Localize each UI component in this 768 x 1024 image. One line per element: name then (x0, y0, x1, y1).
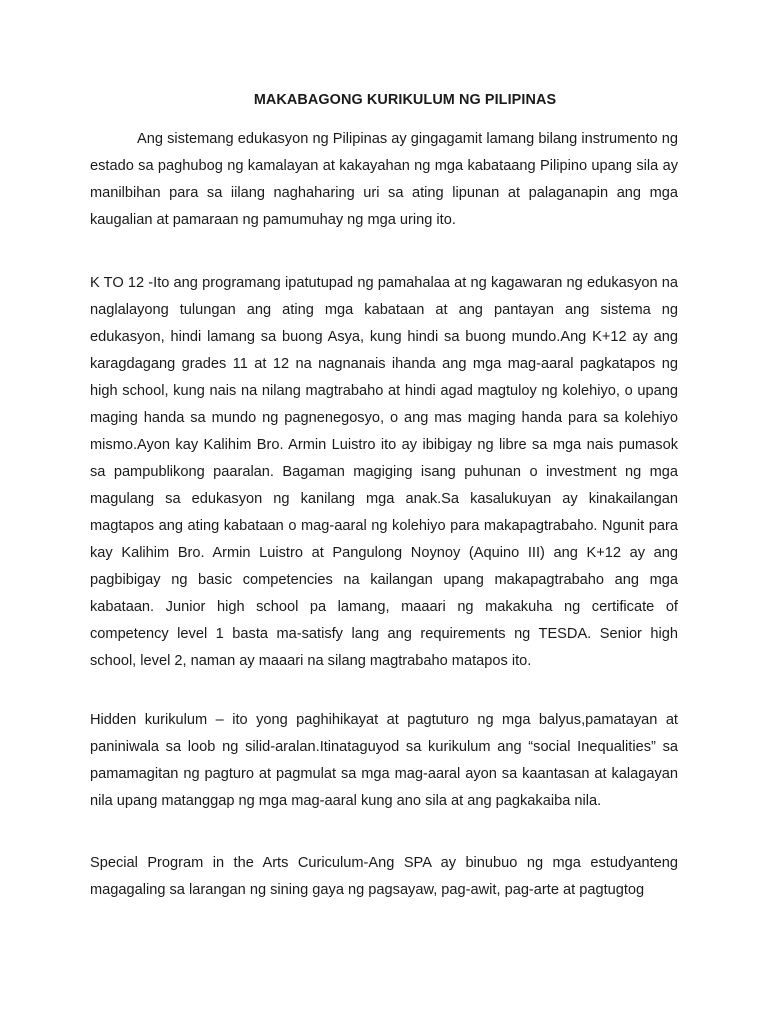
document-title: MAKABAGONG KURIKULUM NG PILIPINAS (253, 92, 557, 108)
paragraph-special-program-arts: Special Program in the Arts Curiculum-Ang SPA ay binubuo ng mga estudyanteng magagaling sa larangan ng sining gaya ng pagsayaw, pag-awit, pag-arte at pagtugtog (90, 855, 678, 898)
paragraph-intro: Ang sistemang edukasyon ng Pilipinas ay gingagamit lamang bilang instrumento ng estado sa paghubog ng kamalayan at kakayahan ng mga kabataang Pilipino upang sila ay manilbihan para sa iilang naghaharing uri sa ating lipunan at palaganapin ang mga kaugalian at pamaraan ng pamumuhay ng mga uring ito. (90, 131, 678, 228)
paragraph-k-to-12: K TO 12 -Ito ang programang ipatutupad ng pamahalaa at ng kagawaran ng edukasyon na naglalayong tulungan ang ating mga kabataan at ang pantayan ang sistema ng edukasyon, hindi lamang sa buong Asya, kung hindi sa buong mundo.Ang K+12 ay ang karagdagang grades 11 at 12 na nagnanais ihanda ang mga mag-aaral pagkatapos ng high school, kung nais na nilang magtrabaho at hindi agad magtuloy ng kolehiyo, o upang maging handa sa mundo ng pagnenegosyo, o ang mas maging handa para sa kolehiyo mismo.Ayon kay Kalihim Bro. Armin Luistro ito ay ibibigay ng libre sa mga nais pumasok sa pampublikong paaralan. Bagaman magiging isang puhunan o investment ng mga magulang sa edukasyon ng kanilang mga anak.Sa kasalukuyan ay kinakailangan magtapos ang ating kabataan o mag-aaral ng kolehiyo para makapagtrabaho. Ngunit para kay Kalihim Bro. Armin Luistro at Pangulong Noynoy (Aquino III) ang K+12 ay ang pagbibigay ng basic competencies na kailangan upang makapagtrabaho ang mga kabataan. Junior high school pa lamang, maaari ng makakuha ng certificate of competency level 1 basta ma-satisfy lang ang requirements ng TESDA. Senior high school, level 2, naman ay maaari na silang magtrabaho matapos ito. (90, 275, 678, 669)
paragraph-hidden-kurikulum: Hidden kurikulum – ito yong paghihikayat at pagtuturo ng mga balyus,pamatayan at paniniwala sa loob ng silid-aralan.Itinataguyod sa kurikulum ang “social Inequalities” sa pamamagitan ng pagturo at pagmulat sa mga mag-aaral ayon sa kaantasan at kalagayan nila upang matanggap ng mga mag-aaral kung ano sila at ang pagkakaiba nila. (90, 712, 678, 809)
